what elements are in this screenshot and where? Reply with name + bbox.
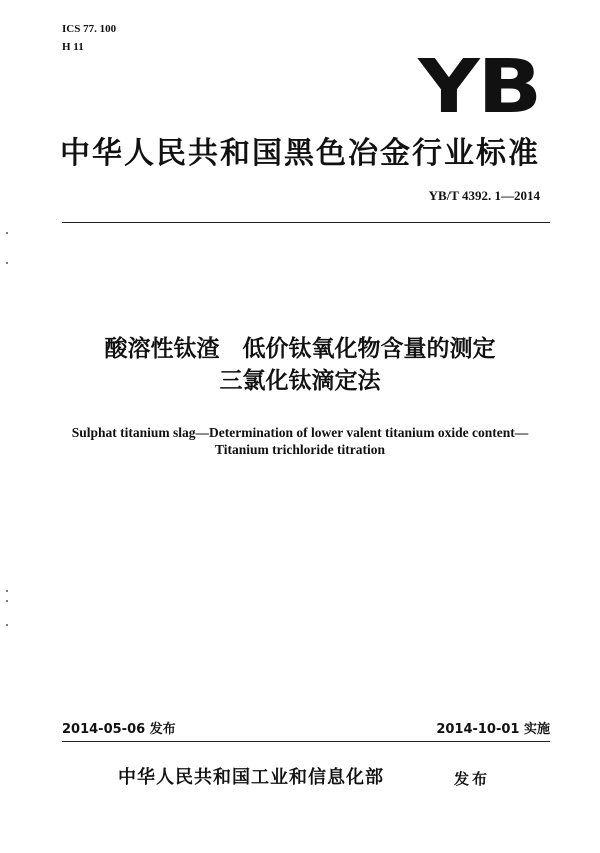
- scan-speck: [6, 600, 8, 602]
- organization-title: 中华人民共和国黑色冶金行业标准: [60, 136, 540, 171]
- implementation-date: 2014-10-01 实施: [436, 722, 550, 737]
- scan-speck: [6, 624, 8, 626]
- classification-code: H 11: [62, 41, 84, 53]
- bottom-divider: [62, 741, 550, 742]
- scan-speck: [6, 590, 8, 592]
- scan-speck: [6, 232, 8, 234]
- ics-code: ICS 77. 100: [62, 23, 117, 35]
- issuing-authority: 中华人民共和国工业和信息化部: [118, 767, 384, 788]
- issue-date: 2014-05-06 发布: [62, 722, 176, 737]
- english-title-line-2: Titanium trichloride titration: [215, 442, 385, 457]
- chinese-title-line-2: 三氯化钛滴定法: [219, 368, 381, 394]
- english-title-line-1: Sulphat titanium slag—Determination of lower valent titanium oxide content—: [71, 425, 529, 440]
- yb-logo: YB: [418, 44, 540, 130]
- scan-speck: [6, 262, 8, 264]
- standard-number: YB/T 4392. 1—2014: [428, 188, 540, 203]
- top-divider: [62, 222, 550, 223]
- chinese-title-line-1: 酸溶性钛渣 低价钛氧化物含量的测定: [104, 336, 496, 362]
- issue-label: 发布: [454, 770, 491, 788]
